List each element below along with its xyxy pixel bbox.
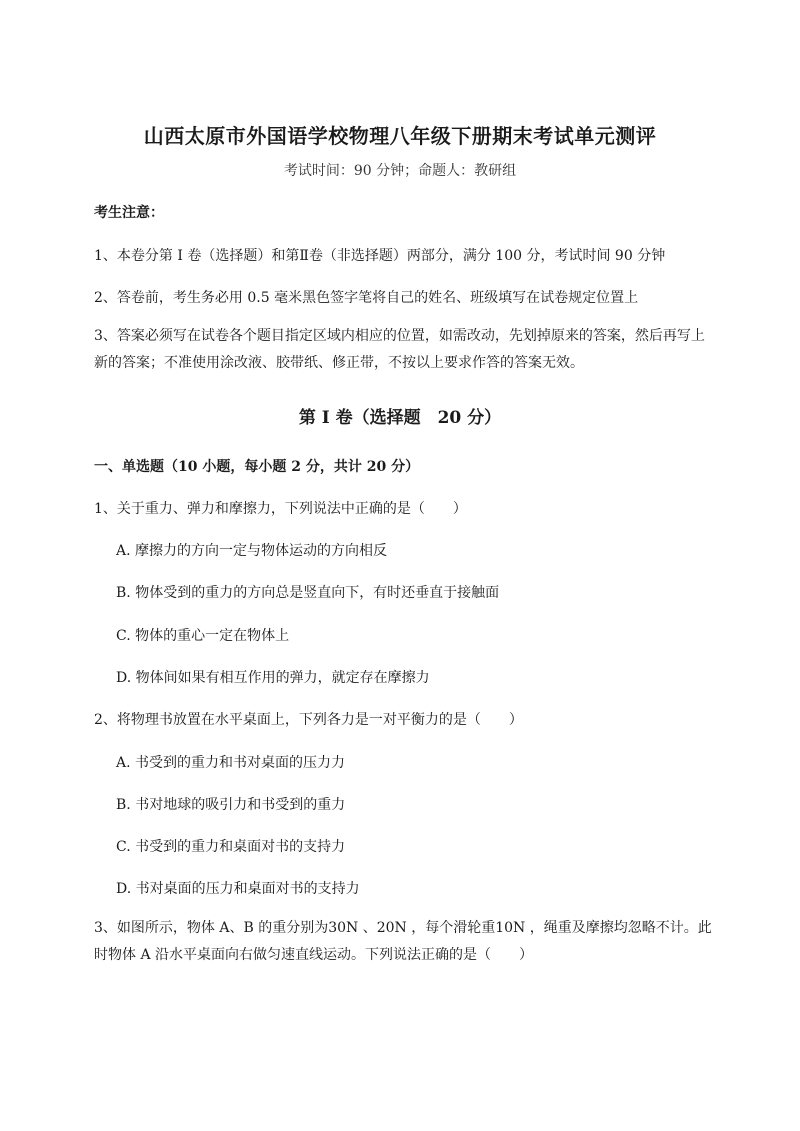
answer-option: B. 书对地球的吸引力和书受到的重力 [116, 797, 346, 813]
answer-option: C. 物体的重心一定在物体上 [116, 628, 290, 644]
answer-option: C. 书受到的重力和桌面对书的支持力 [116, 839, 346, 855]
question-stem: 2、将物理书放置在水平桌面上，下列各力是一对平衡力的是（ ） [94, 712, 523, 728]
notice-item: 2、答卷前，考生务必用 0.5 毫米黑色签字笔将自己的姓名、班级填写在试卷规定位置上 [94, 290, 639, 306]
notice-heading: 考生注意： [94, 205, 164, 221]
notice-item: 1、本卷分第 I 卷（选择题）和第Ⅱ卷（非选择题）两部分，满分 100 分，考试时间 90 分钟 [94, 248, 666, 264]
notice-item: 3、答案必须写在试卷各个题目指定区域内相应的位置，如需改动，先划掉原来的答案，然后再写上新的答案；不准使用涂改液、胶带纸、修正带，不按以上要求作答的答案无效。 [94, 328, 705, 371]
answer-option: D. 物体间如果有相互作用的弹力，就定存在摩擦力 [116, 670, 430, 686]
answer-option: D. 书对桌面的压力和桌面对书的支持力 [116, 881, 360, 897]
answer-option: A. 书受到的重力和书对桌面的压力力 [116, 755, 346, 771]
question-stem: 3、如图所示，物体 A、B 的重分别为30N 、20N ，每个滑轮重10N ，绳重及摩擦均忽略不计。此时物体 A 沿水平桌面向右做匀速直线运动。下列说法正确的是（ ） [94, 920, 712, 963]
section-title: 第 I 卷（选择题 20 分） [298, 408, 502, 428]
part-heading: 一、单选题（10 小题，每小题 2 分，共计 20 分） [94, 459, 420, 475]
page-title: 山西太原市外国语学校物理八年级下册期末考试单元测评 [143, 124, 657, 148]
answer-option: A. 摩擦力的方向一定与物体运动的方向相反 [116, 543, 388, 559]
question-stem: 1、关于重力、弹力和摩擦力，下列说法中正确的是（ ） [94, 501, 467, 517]
answer-option: B. 物体受到的重力的方向总是竖直向下，有时还垂直于接触面 [116, 585, 500, 601]
exam-info: 考试时间：90 分钟；命题人：教研组 [283, 163, 517, 179]
